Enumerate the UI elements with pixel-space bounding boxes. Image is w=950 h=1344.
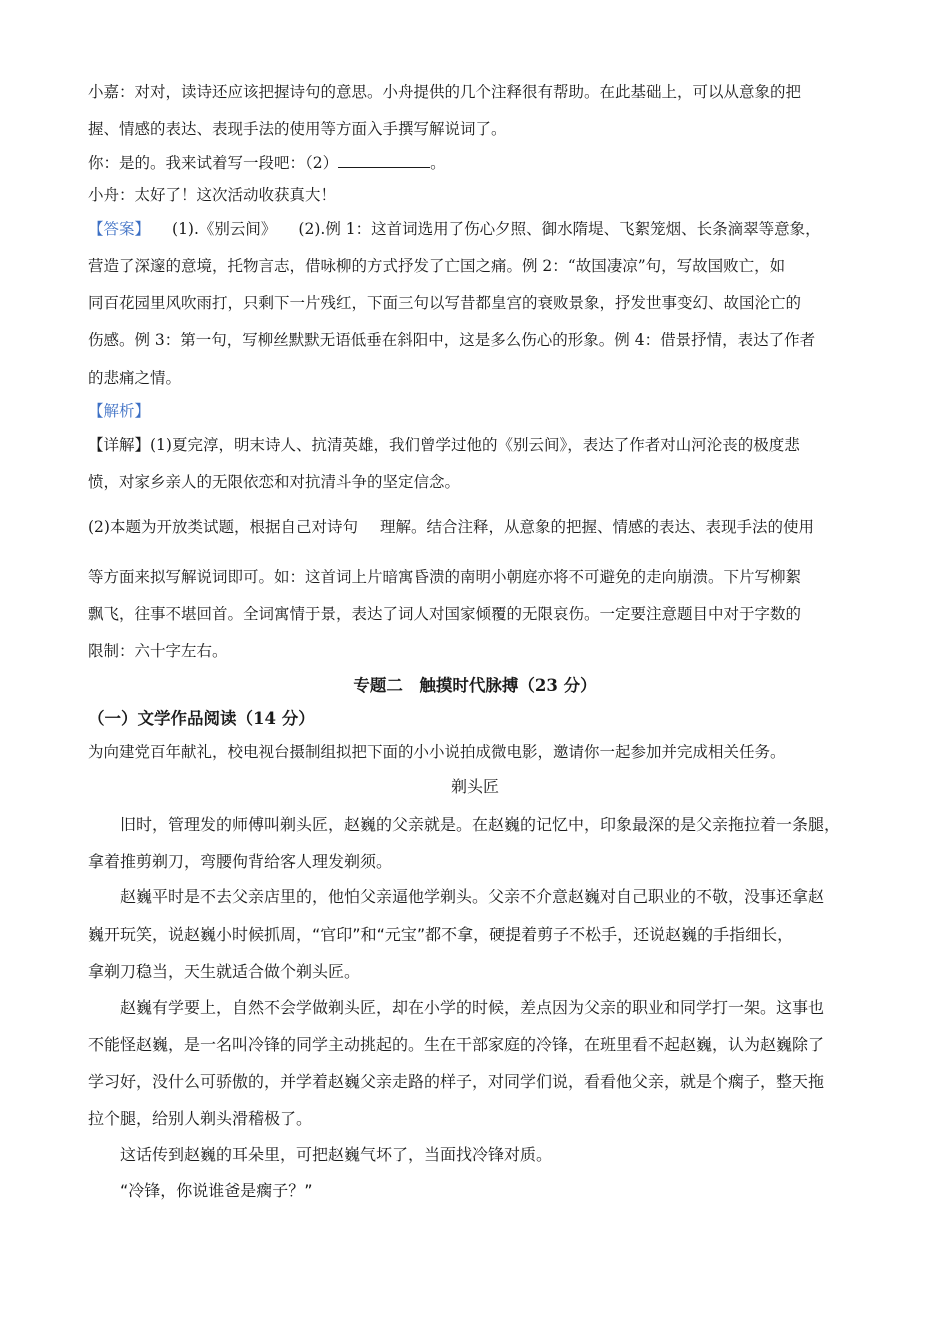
answer-line-4: 伤感。例 3：第一句，写柳丝默默无语低垂在斜阳中，这是多么伤心的形象。例 4：借景抒情，表达了作者 — [88, 331, 816, 349]
story-p5: “冷锋，你说谁爸是瘸子？” — [120, 1181, 313, 1200]
analysis-line-3 — [88, 517, 868, 537]
answer-num-1: (1). — [172, 220, 199, 238]
story-p4: 这话传到赵巍的耳朵里，可把赵巍气坏了，当面找冷锋对质。 — [120, 1145, 553, 1164]
answer-line-1 — [88, 219, 868, 239]
dialogue-you-end: 。 — [430, 154, 446, 172]
analysis-line-6: 限制：六十字左右。 — [88, 642, 228, 660]
dialogue-xiaojia-line-2: 握、情感的表达、表现手法的使用等方面入手撰写解说词了。 — [88, 120, 507, 138]
analysis-line-5: 飘飞，往事不堪回首。全词寓情于景，表达了词人对国家倾覆的无限哀伤。一定要注意题目中对于字数的 — [88, 605, 802, 623]
analysis-line-1: 【详解】(1)夏完淳，明末诗人、抗清英雄，我们曾学过他的《别云间》，表达了作者对山河沦丧的极度悲 — [88, 436, 800, 454]
answer-line-5: 的悲痛之情。 — [88, 369, 182, 387]
dialogue-you — [88, 153, 868, 173]
section-intro: 为向建党百年献礼，校电视台摄制组拟把下面的小小说拍成微电影，邀请你一起参加并完成相关任务。 — [88, 743, 786, 761]
analysis-line-2: 愤，对家乡亲人的无限依恋和对抗清斗争的坚定信念。 — [88, 473, 461, 491]
section-title: 专题二 触摸时代脉搏（23 分） — [353, 676, 597, 695]
answer-tag: 【答案】 — [88, 220, 151, 238]
story-p2-line-1: 赵巍平时是不去父亲店里的，他怕父亲逼他学剃头。父亲不介意赵巍对自己职业的不敬，没事还拿赵 — [120, 887, 825, 906]
analysis-tag: 【解析】 — [88, 402, 151, 420]
story-p1-line-2: 拿着推剪剃刀，弯腰佝背给客人理发剃须。 — [88, 852, 393, 871]
answer-line-2: 营造了深邃的意境，托物言志，借咏柳的方式抒发了亡国之痛。例 2：“故国凄凉”句，写故国败亡，如 — [88, 257, 786, 275]
answer-text-1: 《别云间》 — [198, 220, 277, 238]
story-p3-line-4: 拉个腿，给别人剃头滑稽极了。 — [88, 1109, 313, 1128]
story-title: 剃头匠 — [450, 777, 499, 796]
answer-text-2: 例 1：这首词选用了伤心夕照、御水隋堤、飞絮笼烟、长条滴翠等意象， — [325, 220, 821, 238]
dialogue-xiaozhou: 小舟：太好了！这次活动收获真大！ — [88, 186, 337, 204]
story-p2-line-3: 拿剃刀稳当，天生就适合做个剃头匠。 — [88, 962, 361, 981]
story-p3-line-1: 赵巍有学要上，自然不会学做剃头匠，却在小学的时候，差点因为父亲的职业和同学打一架。这事也 — [120, 998, 825, 1017]
answer-num-2: (2). — [298, 220, 326, 238]
dialogue-xiaojia-line-1: 小嘉：对对，读诗还应该把握诗句的意思。小舟提供的几个注释很有帮助。在此基础上，可以从意象的把 — [88, 83, 802, 101]
analysis-line-3b: 理解。结合注释，从意象的把握、情感的表达、表现手法的使用 — [379, 518, 814, 536]
analysis-line-4: 等方面来拟写解说词即可。如：这首词上片暗寓昏溃的南明小朝庭亦将不可避免的走向崩溃。下片写柳絮 — [88, 568, 802, 586]
analysis-line-3a: (2)本题为开放类试题，根据自己对诗句 — [88, 518, 358, 536]
story-p1-line-1: 旧时，管理发的师傅叫剃头匠，赵巍的父亲就是。在赵巍的记忆中，印象最深的是父亲拖拉着一条腿， — [120, 815, 841, 834]
dialogue-you-text: 你：是的。我来试着写一段吧：（2） — [88, 154, 339, 172]
story-p2-line-2: 巍开玩笑，说赵巍小时候抓周，“官印”和“元宝”都不拿，硬提着剪子不松手，还说赵巍的手指细长， — [88, 925, 794, 944]
section-subtitle: （一）文学作品阅读（14 分） — [88, 709, 315, 728]
story-p3-line-2: 不能怪赵巍，是一名叫冷锋的同学主动挑起的。生在干部家庭的冷锋，在班里看不起赵巍，认为赵巍除了 — [88, 1035, 825, 1054]
story-p3-line-3: 学习好，没什么可骄傲的，并学着赵巍父亲走路的样子，对同学们说，看看他父亲，就是个瘸子，整天拖 — [88, 1072, 825, 1091]
answer-line-3: 同百花园里风吹雨打，只剩下一片残红，下面三句以写昔都皇宫的衰败景象，抒发世事变幻、故国沦亡的 — [88, 294, 802, 312]
answer-blank — [338, 153, 430, 168]
